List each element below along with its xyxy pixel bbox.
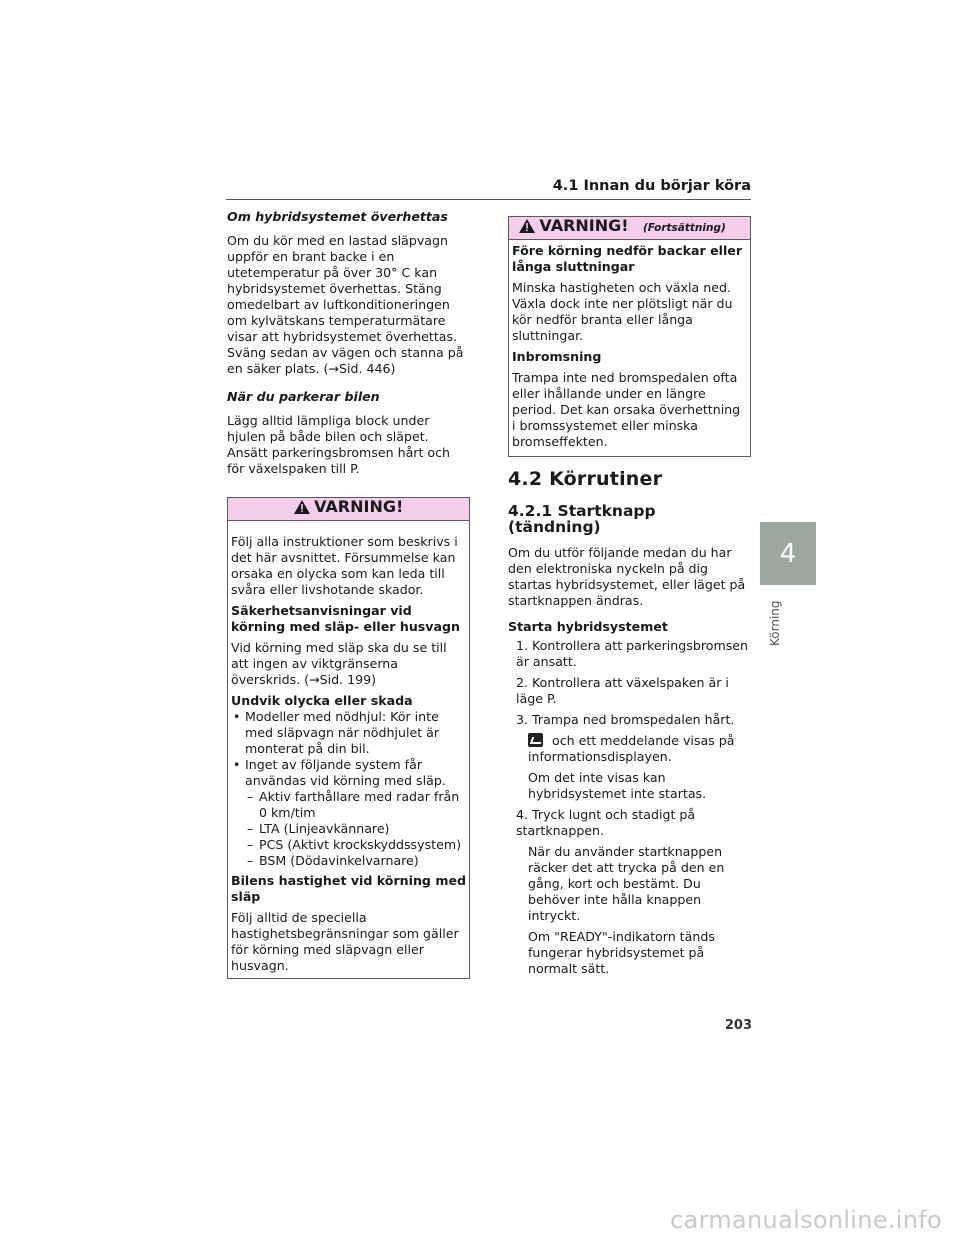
warning-continued-label: (Fortsättning) xyxy=(642,222,726,234)
step-detail-text: Om "READY"-indikatorn tänds fungerar hybridsystemet på normalt sätt. xyxy=(528,929,715,976)
safety-text: Vid körning med släp ska du se till att ingen av viktgränserna överskrids. (→Sid. 199) xyxy=(231,640,447,687)
system-list xyxy=(245,789,466,869)
list-item: – BSM (Dödavinkelvarnare) xyxy=(247,853,466,869)
safety-heading: Säkerhetsanvisningar vid körning med släp- eller husvagn xyxy=(231,603,460,634)
step-detail-text: När du använder startknappen räcker det att trycka på den en gång, kort och bestämt. Du behöver inte hålla knappen intryckt. xyxy=(528,844,725,923)
step-detail-text: Om det inte visas kan hybridsystemet inte startas. xyxy=(528,770,707,801)
overheat-heading: Om hybridsystemet överhettas xyxy=(227,209,448,224)
list-item xyxy=(231,757,466,869)
warning-intro: Följ alla instruktioner som beskrivs i det här avsnittet. Försummelse kan orsaka en olycka som kan leda till svåra eller livshotande skador. xyxy=(231,534,458,597)
step-text: Kontrollera att parkeringsbromsen är ansatt. xyxy=(516,638,749,669)
downhill-heading: Före körning nedför backar eller långa sluttningar xyxy=(512,243,743,274)
list-item: • Modeller med nödhjul: Kör inte med släpvagn när nödhjulet är monterat på din bil. xyxy=(231,709,466,757)
step-text: Tryck lugnt och stadigt på startknappen. xyxy=(516,807,696,838)
right-column xyxy=(508,216,751,982)
step-number: 2. xyxy=(516,675,529,690)
header-divider xyxy=(226,199,751,200)
step-number: 3. xyxy=(516,712,529,727)
parking-heading: När du parkerar bilen xyxy=(227,389,380,404)
list-item xyxy=(516,675,751,707)
speed-heading: Bilens hastighet vid körning med släp xyxy=(231,873,466,904)
warning-body xyxy=(509,240,750,456)
list-item: – PCS (Aktivt krockskyddssystem) xyxy=(247,837,466,853)
overheat-text: Om du kör med en lastad släpvagn uppför en brant backe i en utetemperatur på över 30° C kan hybridsystemet överhettas. Stäng omedelbart av luftkonditioneringen om kylvätskans temperaturmätare visar att hybridsystemet överhettas. Sväng sedan av vägen och stanna på en säker plats. (→Sid. 446) xyxy=(227,233,464,376)
warning-box-continued xyxy=(508,216,751,457)
chapter-tab[interactable] xyxy=(760,522,816,585)
chapter-header-title: 4.1 Innan du börjar köra xyxy=(552,178,751,194)
start-heading: Starta hybridsystemet xyxy=(508,619,668,634)
braking-heading: Inbromsning xyxy=(512,349,602,364)
list-item xyxy=(516,638,751,670)
startknapp-intro: Om du utför följande medan du har den elektroniska nyckeln på dig startas hybridsystemet, eller läget på startknappen ändras. xyxy=(508,545,746,608)
chapter-label: Körning xyxy=(768,600,782,646)
step-3-detail xyxy=(516,733,751,765)
warning-triangle-icon xyxy=(294,500,310,518)
list-item: – LTA (Linjeavkännare) xyxy=(247,821,466,837)
downhill-text: Minska hastigheten och växla ned. Växla dock inte ner plötsligt när du kör nedför branta eller långa sluttningar. xyxy=(512,280,733,343)
step-text: Kontrollera att växelspaken är i läge P. xyxy=(516,675,729,706)
watermark: carmanualsonline.info xyxy=(670,1206,942,1234)
warning-title: VARNING! xyxy=(539,216,629,235)
start-steps xyxy=(508,638,751,977)
avoid-heading: Undvik olycka eller skada xyxy=(231,693,413,708)
warning-triangle-icon xyxy=(519,219,535,237)
subsection-title: 4.2.1 Startknapp (tändning) xyxy=(508,502,656,536)
warning-box xyxy=(227,497,470,979)
list-item-text: Inget av följande system får användas vid körning med släp. xyxy=(245,757,446,788)
page-number: 203 xyxy=(724,1018,752,1033)
parking-text: Lägg alltid lämpliga block under hjulen på både bilen och släpet. Ansätt parkeringsbromsen hårt och för växelspaken till P. xyxy=(227,413,451,476)
list-item xyxy=(516,807,751,977)
braking-text: Trampa inte ned bromspedalen ofta eller ihållande under en längre period. Det kan orsaka överhettning i bromssystemet eller minska bromseffekten. xyxy=(512,370,741,449)
step-number: 1. xyxy=(516,638,529,653)
step-number: 4. xyxy=(516,807,529,822)
step-text: Trampa ned bromspedalen hårt. xyxy=(532,712,735,727)
section-title: 4.2 Körrutiner xyxy=(508,468,663,490)
avoid-list xyxy=(231,709,466,869)
warning-title: VARNING! xyxy=(314,497,404,516)
speed-text: Följ alltid de speciella hastighetsbegränsningar som gäller för körning med släpvagn eller husvagn. xyxy=(231,910,459,973)
ready-indicator-icon xyxy=(528,733,543,747)
warning-body xyxy=(228,521,469,978)
chapter-number: 4 xyxy=(779,538,797,569)
warning-header xyxy=(509,217,750,240)
left-column xyxy=(227,209,470,979)
list-item xyxy=(516,712,751,802)
step-detail-text: och ett meddelande visas på informationsdisplayen. xyxy=(528,733,735,764)
chapter-label-container xyxy=(760,590,790,650)
warning-header xyxy=(228,498,469,521)
list-item: – Aktiv farthållare med radar från 0 km/tim xyxy=(247,789,466,821)
